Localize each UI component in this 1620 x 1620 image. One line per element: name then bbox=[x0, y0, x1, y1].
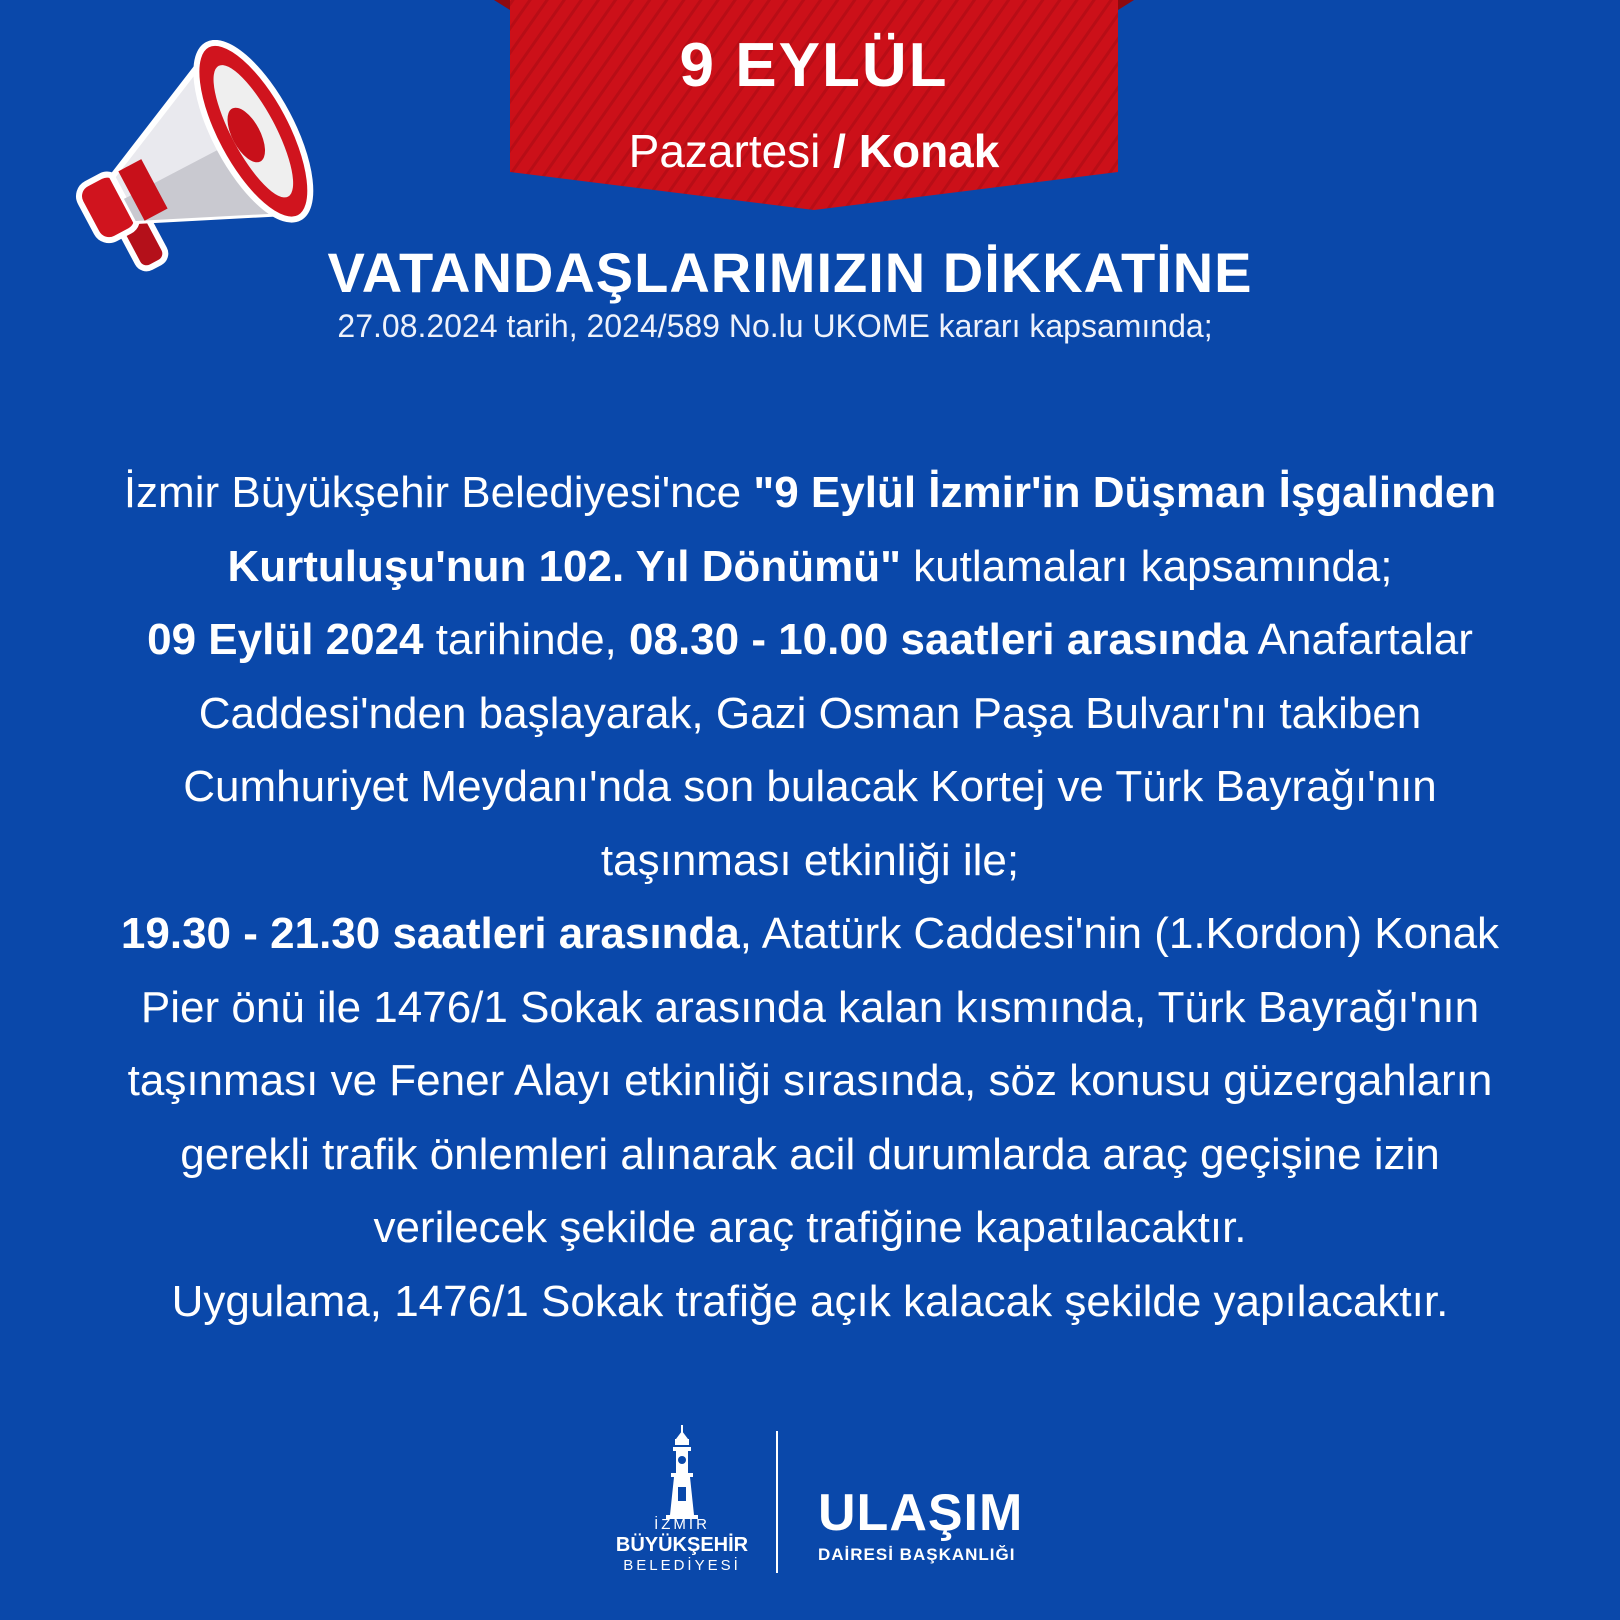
evening-time-range: 19.30 - 21.30 saatleri arasında bbox=[120, 909, 740, 958]
text-segment: , Atatürk Caddesi'nin (1.Kordon) Konak Pier önü ile 1476/1 Sokak arasında kalan kısmında, Türk Bayrağı'nın taşınması ve Fener Alayı etkinliği sırasında, söz konusu güzergahların gerekli trafik önlemleri alınarak acil durumlarda araç geçişine izin verilecek şekilde araç trafiğine kapatılacaktır. bbox=[127, 909, 1500, 1252]
text-segment: kutlamaları kapsamında; bbox=[900, 541, 1393, 591]
paragraph-4: Uygulama, 1476/1 Sokak trafiğe açık kalacak şekilde yapılacaktır. bbox=[171, 1276, 1449, 1326]
text-segment: tarihinde, bbox=[423, 615, 629, 664]
text-segment: İzmir Büyükşehir Belediyesi'nce bbox=[123, 468, 754, 517]
morning-time-range: 08.30 - 10.00 saatleri arasında bbox=[629, 615, 1248, 664]
logo-divider bbox=[776, 1431, 778, 1573]
ulasim-title: ULAŞIM bbox=[818, 1484, 1024, 1542]
logo-text-buyuksehir: BÜYÜKŞEHİR bbox=[615, 1534, 749, 1556]
text-segment: Anafartalar Caddesi'nden başlayarak, Gazi Osman Paşa Bulvarı'nı takiben Cumhuriyet Meydanı'nda son bulacak Kortej ve Türk Bayrağı'nın taşınması etkinliği ile; bbox=[183, 615, 1473, 885]
page-title: VATANDAŞLARIMIZIN DİKKATİNE bbox=[327, 241, 1253, 304]
logo-text-belediyesi: BELEDİYESİ bbox=[623, 1557, 741, 1574]
event-name: "9 Eylül İzmir'in Düşman İşgalinden Kurtuluşu'nun 102. Yıl Dönümü" bbox=[227, 468, 1497, 591]
clock-tower-icon bbox=[658, 1425, 706, 1519]
ulasim-subtitle: DAİRESİ BAŞKANLIĞI bbox=[818, 1545, 1016, 1564]
separator: / bbox=[820, 125, 859, 177]
izmir-municipality-logo bbox=[612, 1425, 752, 1575]
decree-reference: 27.08.2024 tarih, 2024/589 No.lu UKOME kararı kapsamında; bbox=[337, 308, 1213, 344]
paragraph-1 bbox=[110, 456, 1510, 603]
date-banner bbox=[494, 0, 1134, 210]
day-name: Pazartesi bbox=[628, 125, 821, 177]
footer bbox=[0, 1425, 1620, 1585]
district-name: Konak bbox=[858, 125, 1000, 177]
paragraph-3 bbox=[110, 897, 1510, 1265]
logo-text-izmir: İZMİR bbox=[654, 1516, 710, 1533]
event-date: 9 EYLÜL bbox=[679, 31, 949, 100]
announcement-body bbox=[110, 456, 1510, 1338]
paragraph-2 bbox=[110, 603, 1510, 897]
event-date-text: 09 Eylül 2024 bbox=[147, 615, 424, 664]
day-location bbox=[494, 124, 1134, 178]
ulasim-logo bbox=[818, 1484, 1048, 1565]
